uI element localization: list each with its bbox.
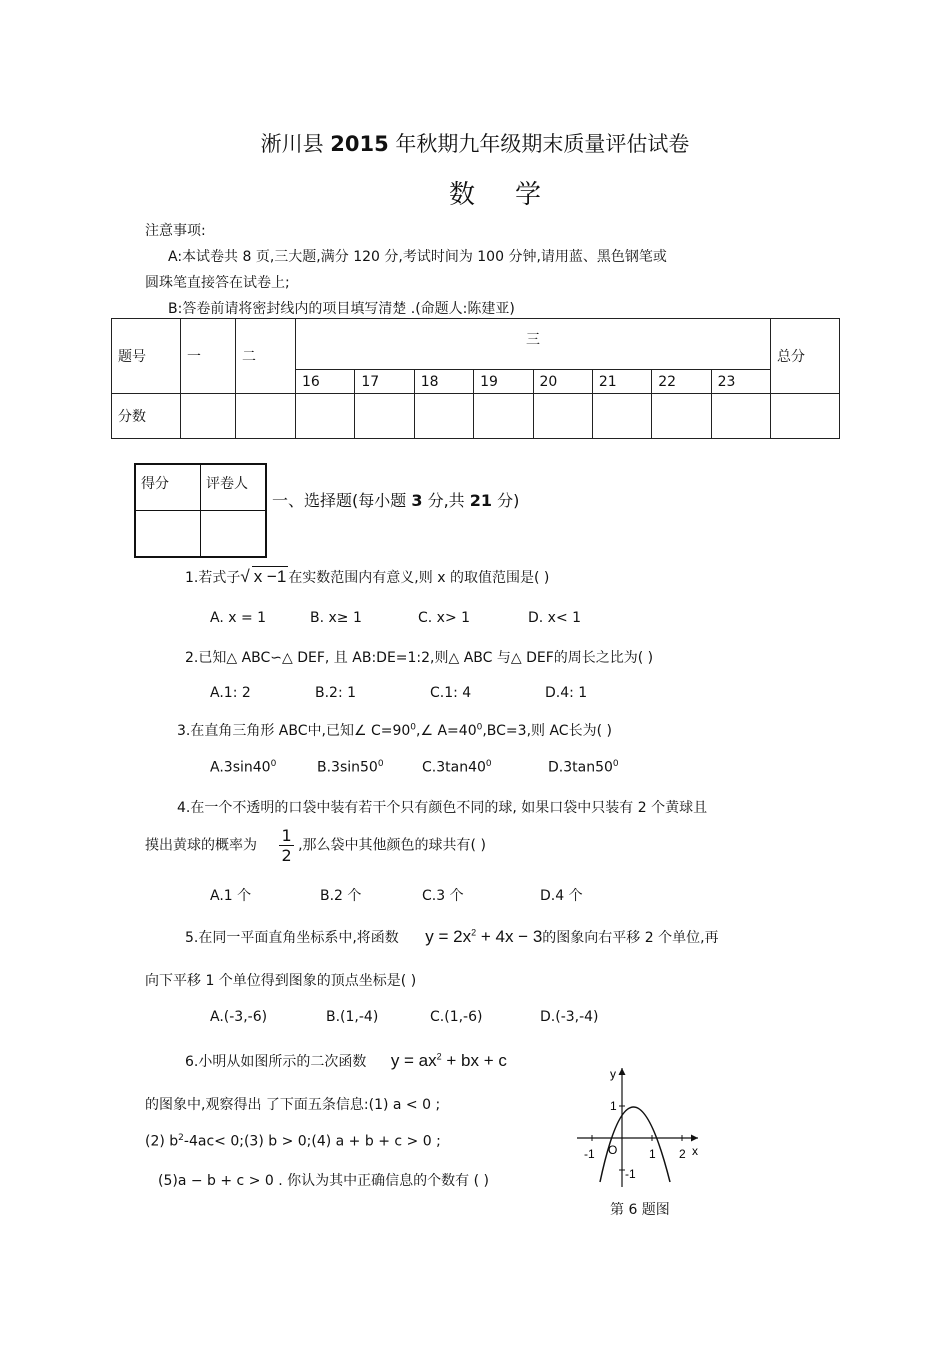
question-3: 3.在直角三角形 ABC中,已知∠ $C=90^0,\angle$ $A=40^0,BC=3$,则 AC长为( )	[177, 722, 612, 739]
q1-option-d[interactable]: D. x< 1	[528, 610, 582, 626]
sub-col: 22	[652, 370, 711, 394]
q4-option-a[interactable]: A.1 个	[210, 888, 252, 904]
q1-option-b[interactable]: B. x≥ 1	[310, 610, 362, 626]
x-tick-1: 1	[649, 1147, 656, 1161]
score-cell[interactable]	[711, 394, 770, 439]
fraction-one-half: $\frac{1}{2}$	[281, 826, 292, 865]
y-tick-1: 1	[610, 1099, 617, 1113]
score-cell[interactable]	[296, 394, 355, 439]
question-6-line4: (5)a − b + c > 0 . 你认为其中正确信息的个数有 ( )	[158, 1173, 489, 1189]
score-cell[interactable]	[236, 394, 296, 439]
q4-option-d[interactable]: D.4 个	[540, 888, 583, 904]
y-tick-neg1: -1	[625, 1167, 636, 1181]
q2-option-b[interactable]: B.2: 1	[315, 685, 357, 701]
y-axis-label: y	[610, 1067, 616, 1081]
note-a-line2: 圆珠笔直接答在试卷上;	[145, 275, 290, 291]
q5-option-a[interactable]: A.(-3,-6)	[210, 1009, 268, 1025]
col-total: 总分	[771, 319, 840, 394]
score-cell[interactable]	[181, 394, 236, 439]
row-label-number: 题号	[112, 319, 181, 394]
question-5-line1: 5.在同一平面直角坐标系中,将函数 $y = 2x^2 + 4x - 3$的图象向右平移 2 个单位,再	[185, 927, 719, 946]
sub-col: 18	[414, 370, 473, 394]
q3-option-b[interactable]: $B.3\sin 50^0$	[317, 759, 384, 776]
score-cell[interactable]	[533, 394, 592, 439]
question-1: 1.若式子√ x −1 在实数范围内有意义,则 x 的取值范围是( )	[185, 567, 550, 586]
q3-option-a[interactable]: $A.3\sin 40^0$	[210, 759, 277, 776]
question-6-line3: (2) $b^2-4ac<$ 0;(3) b > 0;(4) a + b + c > 0 ;	[145, 1133, 441, 1150]
question-5-line2: 向下平移 1 个单位得到图象的顶点坐标是( )	[145, 973, 417, 989]
x-tick-2: 2	[679, 1147, 686, 1161]
q5-option-d[interactable]: D.(-3,-4)	[540, 1009, 599, 1025]
q4-option-c[interactable]: C.3 个	[422, 888, 464, 904]
question-2: 2.已知△ ABC∽△ DEF, 且 AB:DE=1:2,则△ ABC 与△ DEF的周长之比为( )	[185, 650, 654, 666]
origin-label: O	[608, 1143, 618, 1157]
figure-caption: 第 6 题图	[610, 1202, 670, 1218]
sub-col: 19	[474, 370, 533, 394]
notes-heading: 注意事项:	[145, 223, 206, 239]
sub-col: 21	[592, 370, 651, 394]
question-6-line2: 的图象中,观察得出 了下面五条信息:(1) a < 0 ;	[145, 1097, 441, 1113]
score-cell[interactable]	[474, 394, 533, 439]
col-section-3: 三	[296, 319, 771, 370]
note-a-line1: A:本试卷共 8 页,三大题,满分 120 分,考试时间为 100 分钟,请用蓝、黑色钢笔或	[168, 249, 667, 265]
q2-option-c[interactable]: C.1: 4	[430, 685, 472, 701]
q4-option-b[interactable]: B.2 个	[320, 888, 362, 904]
score-cell[interactable]	[652, 394, 711, 439]
grader-name-label: 评卷人	[201, 464, 267, 511]
score-cell-total[interactable]	[771, 394, 840, 439]
score-table	[111, 318, 840, 439]
grader-score-label: 得分	[135, 464, 201, 511]
question-4-line2: 摸出黄球的概率为 $\frac{1}{2}$ ,那么袋中其他颜色的球共有( )	[145, 826, 486, 865]
note-b: B:答卷前请将密封线内的项目填写清楚 .(命题人:陈建亚)	[168, 301, 515, 317]
score-cell[interactable]	[592, 394, 651, 439]
q1-option-c[interactable]: C. x> 1	[418, 610, 471, 626]
sub-col: 20	[533, 370, 592, 394]
score-cell[interactable]	[355, 394, 414, 439]
q1-option-a[interactable]: A. x = 1	[210, 610, 267, 626]
question-6-line1: 6.小明从如图所示的二次函数 $y = ax^2$ + bx + c	[185, 1051, 507, 1070]
q3-option-c[interactable]: $C.3\tan 40^0$	[422, 759, 492, 776]
question-4-line1: 4.在一个不透明的口袋中装有若干个只有颜色不同的球, 如果口袋中只装有 2 个黄球且	[177, 800, 708, 816]
q2-option-a[interactable]: A.1: 2	[210, 685, 251, 701]
grader-name-cell[interactable]	[201, 511, 267, 558]
sub-col: 23	[711, 370, 770, 394]
grader-score-cell[interactable]	[135, 511, 201, 558]
x-tick-neg1: -1	[584, 1147, 595, 1161]
sub-col: 17	[355, 370, 414, 394]
x-axis-label: x	[692, 1144, 698, 1158]
q2-option-d[interactable]: D.4: 1	[545, 685, 588, 701]
score-cell[interactable]	[414, 394, 473, 439]
col-section-1: 一	[181, 319, 236, 394]
grader-box	[134, 463, 267, 558]
section-1-title: 一、选择题(每小题 3 分,共 21 分)	[272, 491, 520, 510]
q5-option-c[interactable]: C.(1,-6)	[430, 1009, 483, 1025]
parabola-graph	[570, 1062, 710, 1192]
exam-title: 淅川县 2015 年秋期九年级期末质量评估试卷	[260, 132, 690, 156]
row-label-score: 分数	[112, 394, 181, 439]
sub-col: 16	[296, 370, 355, 394]
q3-option-d[interactable]: $D.3\tan 50^0$	[548, 759, 619, 776]
q5-option-b[interactable]: B.(1,-4)	[326, 1009, 379, 1025]
col-section-2: 二	[236, 319, 296, 394]
subject-title: 数学	[448, 180, 581, 210]
